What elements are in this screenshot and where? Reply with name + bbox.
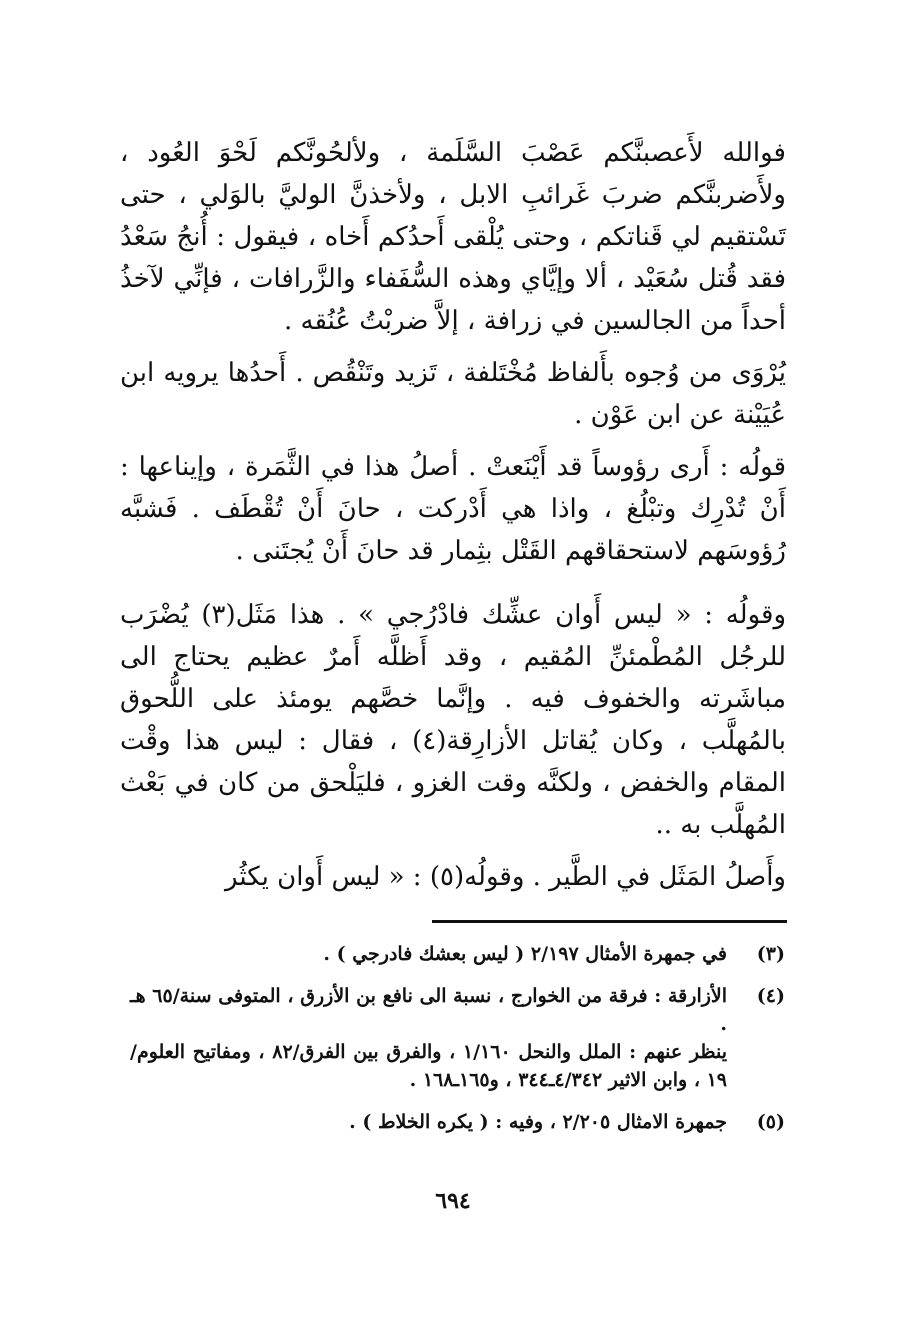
footnote-number: (٥) xyxy=(756,1111,785,1133)
paragraph-narration-note: يُرْوَى من وُجوه بأَلفاظ مُخْتَلفة ، تَزيد وتَنْقُص . أَحدُها يرويه ابن عُيَيْنة عن ابن عَوْن . xyxy=(120,358,786,430)
footnote-divider xyxy=(432,920,787,923)
footnote-text xyxy=(130,982,727,1094)
footnotes xyxy=(130,940,785,1150)
footnote-3 xyxy=(130,940,785,968)
footnote-text xyxy=(130,1108,727,1136)
footnote-text xyxy=(130,940,727,968)
footnote-line: الأزارقة : فرقة من الخوارج ، نسبة الى نافع بن الأزرق ، المتوفى سنة/٦٥ هـ . xyxy=(130,985,728,1035)
paragraph-explanation-heads: قولُه : أَرى رؤوساً قد أَيْنَعتْ . أصلُ هذا في الثَّمَرة ، وإيناعها : أَنْ تُدْرِك وتبْلُغ ، واذا هي أَدْركت ، حانَ أَنْ تُقْطَف . فَشبَّه رُؤوسَهم لاستحقاقهم القَتْل بثِمار قد حانَ أَنْ يُجتَنى . xyxy=(120,452,786,566)
footnote-number: (٤) xyxy=(756,985,785,1007)
footnote-number: (٣) xyxy=(756,943,785,965)
footnote-line: ينظر عنهم : الملل والنحل ١/١٦٠ ، والفرق بين الفرق/٨٢ ، ومفاتيح العلوم/١٩ ، وابن الاثير ٤/٣٤٢ـ٣٤٤ ، و١٦٥ـ١٦٨ . xyxy=(130,1041,728,1091)
footnote-4 xyxy=(130,982,785,1094)
page-number: ٦٩٤ xyxy=(435,1188,471,1214)
footnote-line: جمهرة الامثال ٢/٢٠٥ ، وفيه : ( يكره الخلاط ) . xyxy=(349,1111,727,1133)
paragraph-continued: وأَصلُ المَثَل في الطَّير . وقولُه(٥) : « ليس أَوان يكثُر xyxy=(225,862,786,892)
paragraph-speech: فوالله لأَعصبنَّكم عَصْبَ السَّلَمة ، ولألحُونَّكم لَحْوَ العُود ، ولأَضربنَّكم ضربَ غَرائبِ الابل ، ولأخذنَّ الوليَّ بالوَلي ، حتى تَسْتقيم لي قَناتكم ، وحتى يُلْقى أَحدُكم أَخاه ، فيقول : أُنجُ سَعْدُ فقد قُتل سُعَيْد ، ألا وإيَّاي وهذه السُّفَفاء والزَّرافات ، فإنِّي لآخذُ أحداً من الجالسين في زرافة ، إلاَّ ضربْتُ عُنُقه . xyxy=(120,138,786,336)
footnote-5 xyxy=(130,1108,785,1136)
main-text xyxy=(120,132,786,898)
paragraph-explanation-proverb: وقولُه : « ليس أَوان عشِّك فادْرُجي » . هذا مَثَل(٣) يُضْرَب للرجُل المُطْمئنِّ المُقيم ، وقد أَظلَّه أَمرٌ عظيم يحتاج الى مباشَرته والخفوف فيه . وإنَّما خصَّهم يومئذ على اللُّحوق بالمُهلَّب ، وكان يُقاتل الأزارِقة(٤) ، فقال : ليس هذا وقْت المقام والخفض ، ولكنَّه وقت الغزو ، فليَلْحق من كان في بَعْث المُهلَّب به .. xyxy=(120,600,787,840)
footnote-line: في جمهرة الأمثال ٢/١٩٧ ( ليس بعشك فادرجي ) . xyxy=(323,943,727,965)
